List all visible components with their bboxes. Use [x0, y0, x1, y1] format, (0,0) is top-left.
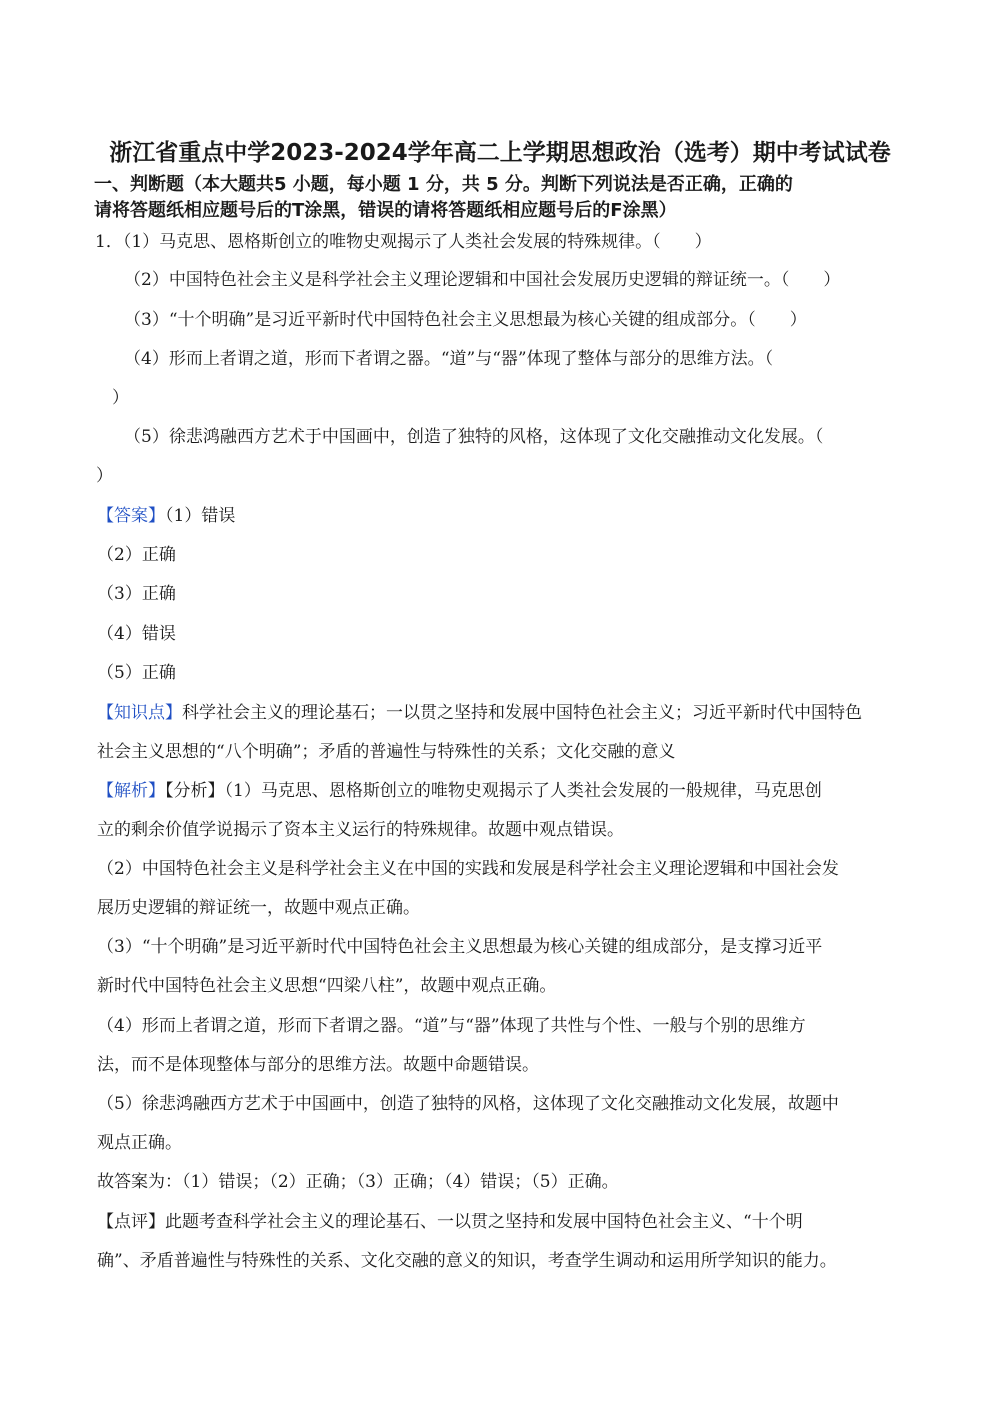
answer-3: （3）正确 [97, 584, 176, 604]
analysis-line-2: 立的剩余价值学说揭示了资本主义运行的特殊规律。故题中观点错误。 [97, 820, 624, 840]
answer-2: （2）正确 [97, 545, 176, 565]
question-4-line-2: ） [112, 388, 129, 408]
answer-5: （5）正确 [97, 663, 176, 683]
answer-line-1 [97, 504, 235, 528]
answer-tag: 【答案】 [97, 506, 165, 526]
page-title: 浙江省重点中学2023-2024学年高二上学期思想政治（选考）期中考试试卷 [109, 140, 891, 166]
knowledge-line-1 [97, 701, 862, 725]
answer-1: （1）错误 [165, 506, 236, 526]
question-2: （2）中国特色社会主义是科学社会主义理论逻辑和中国社会发展历史逻辑的辩证统一。（ ） [124, 270, 841, 290]
question-3: （3）“十个明确”是习近平新时代中国特色社会主义思想最为核心关键的组成部分。（ ） [124, 310, 807, 330]
analysis-line-4: 展历史逻辑的辩证统一，故题中观点正确。 [97, 898, 420, 918]
knowledge-line-2: 社会主义思想的“八个明确”；矛盾的普遍性与特殊性的关系；文化交融的意义 [97, 742, 676, 762]
analysis-line-8: 法，而不是体现整体与部分的思维方法。故题中命题错误。 [97, 1055, 539, 1075]
analysis-line-6: 新时代中国特色社会主义思想“四梁八柱”，故题中观点正确。 [97, 976, 557, 996]
comment-line-2: 确”、矛盾普遍性与特殊性的关系、文化交融的意义的知识，考查学生调动和运用所学知识的能力。 [97, 1251, 837, 1271]
section-heading-line-2: 请将答题纸相应题号后的T涂黑，错误的请将答题纸相应题号后的F涂黑） [94, 200, 677, 221]
knowledge-tag: 【知识点】 [97, 703, 182, 723]
analysis-line-7: （4）形而上者谓之道，形而下者谓之器。“道”与“器”体现了共性与个性、一般与个别的思维方 [97, 1016, 806, 1036]
analysis-tag: 【解析】 [97, 781, 165, 801]
analysis-line-10: 观点正确。 [97, 1133, 182, 1153]
section-heading-line-1: 一、判断题（本大题共5 小题，每小题 1 分，共 5 分。判断下列说法是否正确，正确的 [94, 174, 793, 195]
question-5-line-2: ） [96, 466, 113, 486]
analysis-line-5: （3）“十个明确”是习近平新时代中国特色社会主义思想最为核心关键的组成部分，是支撑习近平 [97, 937, 823, 957]
question-1: 1．（1）马克思、恩格斯创立的唯物史观揭示了人类社会发展的特殊规律。（ ） [95, 232, 712, 252]
section-heading [94, 172, 914, 224]
analysis-text-1: 【分析】（1）马克思、恩格斯创立的唯物史观揭示了人类社会发展的一般规律，马克思创 [165, 781, 822, 801]
question-4-line-1: （4）形而上者谓之道，形而下者谓之器。“道”与“器”体现了整体与部分的思维方法。（ [124, 349, 774, 369]
analysis-line-1 [97, 779, 822, 803]
comment-line-1: 【点评】此题考查科学社会主义的理论基石、一以贯之坚持和发展中国特色社会主义、“十个明 [97, 1212, 803, 1232]
question-5-line-1: （5）徐悲鸿融西方艺术于中国画中，创造了独特的风格，这体现了文化交融推动文化发展。（ [124, 427, 824, 447]
analysis-summary: 故答案为：（1）错误；（2）正确；（3）正确；（4）错误；（5）正确。 [97, 1172, 619, 1192]
analysis-line-9: （5）徐悲鸿融西方艺术于中国画中，创造了独特的风格，这体现了文化交融推动文化发展，故题中 [97, 1094, 839, 1114]
answer-4: （4）错误 [97, 624, 176, 644]
knowledge-text-1: 科学社会主义的理论基石；一以贯之坚持和发展中国特色社会主义；习近平新时代中国特色 [182, 703, 862, 723]
analysis-line-3: （2）中国特色社会主义是科学社会主义在中国的实践和发展是科学社会主义理论逻辑和中国社会发 [97, 859, 839, 879]
